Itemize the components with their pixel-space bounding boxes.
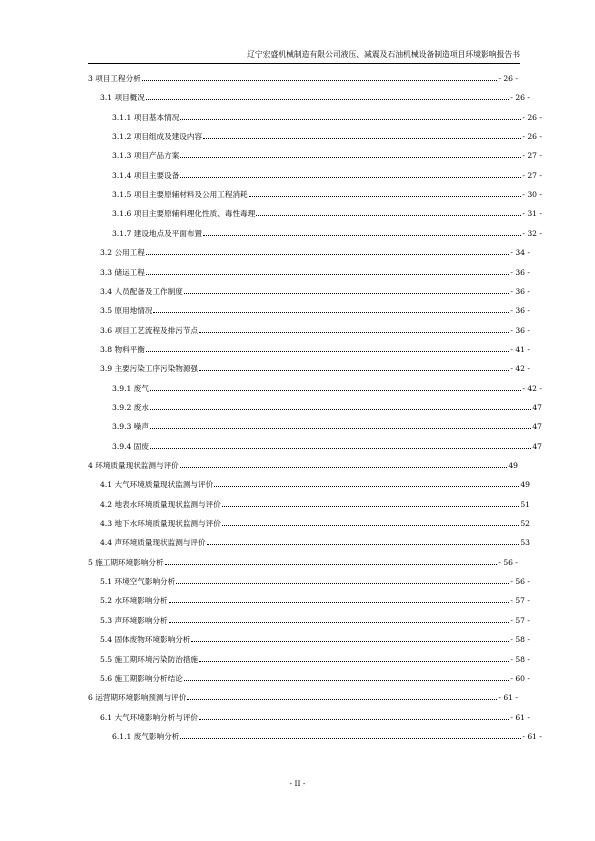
toc-entry-page: 49 bbox=[508, 461, 518, 470]
toc-entry-title: 5.5 施工期环境污染防治措施 bbox=[100, 654, 199, 664]
toc-dot-leader bbox=[150, 382, 521, 391]
toc-entry-page: - 58 - bbox=[510, 654, 530, 664]
toc-entry[interactable] bbox=[88, 536, 530, 550]
toc-entry-page: - 41 - bbox=[510, 344, 530, 354]
toc-entry-title: 3.5 原用地情况 bbox=[100, 306, 153, 316]
toc-entry[interactable] bbox=[88, 672, 530, 686]
toc-dot-leader bbox=[199, 362, 509, 371]
toc-entry-page: - 26 - bbox=[522, 112, 542, 122]
toc-entry-page: - 26 - bbox=[510, 93, 530, 103]
toc-dot-leader bbox=[169, 614, 510, 623]
toc-entry[interactable] bbox=[88, 246, 530, 260]
toc-dot-leader bbox=[199, 653, 509, 662]
toc-entry-title: 6.1 大气环境影响分析与评价 bbox=[100, 712, 199, 722]
toc-dot-leader bbox=[150, 440, 531, 449]
toc-entry-title: 5.6 施工期影响分析结论 bbox=[100, 673, 183, 683]
toc-dot-leader bbox=[142, 72, 498, 81]
toc-entry-page: - 42 - bbox=[510, 364, 530, 374]
toc-entry-page: 53 bbox=[520, 538, 530, 548]
toc-entry-page: - 31 - bbox=[522, 209, 542, 219]
toc-dot-leader bbox=[180, 149, 521, 158]
toc-entry-title: 5.4 固体废物环境影响分析 bbox=[100, 635, 191, 645]
toc-dot-leader bbox=[180, 730, 521, 739]
toc-entry[interactable] bbox=[88, 304, 530, 318]
toc-entry-title: 4.2 地表水环境质量现状监测与评价 bbox=[100, 499, 221, 509]
toc-entry-title: 3.1 项目概况 bbox=[100, 93, 145, 103]
toc-entry-page: - 36 - bbox=[510, 267, 530, 277]
toc-entry[interactable] bbox=[88, 517, 530, 531]
toc-entry[interactable] bbox=[88, 614, 530, 628]
toc-entry-title: 5 施工期环境影响分析 bbox=[88, 557, 164, 567]
toc-dot-leader bbox=[153, 304, 509, 313]
document-header: 辽宁宏盛机械制造有限公司液压、减震及石油机械设备制造项目环境影响报告书 bbox=[247, 50, 520, 59]
toc-entry[interactable] bbox=[88, 478, 530, 492]
toc-entry-page: 47 bbox=[532, 402, 542, 412]
toc-dot-leader bbox=[207, 536, 520, 545]
toc-entry[interactable] bbox=[88, 633, 530, 647]
toc-entry-title: 3.1.5 项目主要原辅材料及公用工程消耗 bbox=[112, 190, 248, 200]
toc-entry-page: 52 bbox=[520, 519, 530, 529]
toc-dot-leader bbox=[146, 91, 510, 100]
page-number: - II - bbox=[289, 779, 306, 788]
toc-entry[interactable] bbox=[88, 362, 530, 376]
toc-entry[interactable] bbox=[88, 653, 530, 667]
toc-entry-page: - 61 - bbox=[498, 693, 518, 703]
toc-entry[interactable] bbox=[88, 691, 518, 705]
toc-entry-title: 3.4 人员配备及工作制度 bbox=[100, 286, 183, 296]
toc-dot-leader bbox=[222, 517, 520, 526]
toc-entry-title: 4.4 声环境质量现状监测与评价 bbox=[100, 538, 206, 548]
toc-entry[interactable] bbox=[88, 130, 542, 144]
toc-dot-leader bbox=[199, 324, 509, 333]
toc-entry-title: 3.1.1 项目基本情况 bbox=[112, 112, 180, 122]
toc-dot-leader bbox=[180, 111, 521, 120]
toc-dot-leader bbox=[187, 691, 497, 700]
toc-entry[interactable] bbox=[88, 111, 542, 125]
toc-entry[interactable] bbox=[88, 285, 530, 299]
toc-entry-title: 3.1.6 项目主要原辅料理化性质、毒性毒理 bbox=[112, 209, 256, 219]
toc-entry-title: 3.1.3 项目产品方案 bbox=[112, 151, 180, 161]
toc-entry[interactable] bbox=[88, 459, 518, 473]
toc-entry[interactable] bbox=[88, 711, 530, 725]
toc-entry-title: 3.6 项目工艺流程及排污节点 bbox=[100, 325, 199, 335]
toc-entry-page: - 42 - bbox=[522, 383, 542, 393]
toc-entry-page: - 34 - bbox=[510, 248, 530, 258]
toc-entry[interactable] bbox=[88, 420, 542, 434]
toc-entry[interactable] bbox=[88, 498, 530, 512]
toc-entry-title: 3.8 物料平衡 bbox=[100, 344, 145, 354]
toc-entry-page: - 58 - bbox=[510, 635, 530, 645]
toc-entry-title: 4 环境质量现状监测与评价 bbox=[88, 461, 179, 470]
toc-entry[interactable] bbox=[88, 266, 530, 280]
toc-entry-page: - 36 - bbox=[510, 325, 530, 335]
toc-entry-title: 5.3 声环境影响分析 bbox=[100, 615, 168, 625]
header-rule bbox=[88, 63, 520, 64]
toc-entry-page: 51 bbox=[520, 499, 530, 509]
toc-entry-page: - 32 - bbox=[522, 228, 542, 238]
toc-entry[interactable] bbox=[88, 169, 542, 183]
toc-dot-leader bbox=[203, 227, 521, 236]
toc-entry-title: 3.9.4 固废 bbox=[112, 441, 149, 451]
toc-entry-title: 3.1.7 建设地点及平面布置 bbox=[112, 228, 203, 238]
toc-entry[interactable] bbox=[88, 730, 542, 744]
toc-dot-leader bbox=[150, 420, 531, 429]
toc-dot-leader bbox=[150, 401, 531, 410]
toc-entry-page: - 57 - bbox=[510, 596, 530, 606]
toc-entry-page: - 26 - bbox=[498, 74, 518, 83]
toc-dot-leader bbox=[176, 575, 509, 584]
toc-entry-title: 4.3 地下水环境质量现状监测与评价 bbox=[100, 519, 221, 529]
toc-entry[interactable] bbox=[88, 149, 542, 163]
toc-entry-page: - 27 - bbox=[522, 170, 542, 180]
toc-dot-leader bbox=[214, 478, 519, 487]
toc-dot-leader bbox=[180, 169, 521, 178]
toc-entry-page: - 36 - bbox=[510, 306, 530, 316]
toc-entry-title: 3.2 公用工程 bbox=[100, 248, 145, 258]
toc-entry-title: 3.1.2 项目组成及建设内容 bbox=[112, 132, 203, 142]
toc-entry-title: 6 运营期环境影响预测与评价 bbox=[88, 693, 187, 703]
toc-entry-page: - 61 - bbox=[522, 731, 542, 741]
toc-entry-title: 3.1.4 项目主要设备 bbox=[112, 170, 180, 180]
toc-entry[interactable] bbox=[88, 594, 530, 608]
toc-entry-page: - 61 - bbox=[510, 712, 530, 722]
toc-entry[interactable] bbox=[88, 343, 530, 357]
toc-dot-leader bbox=[146, 246, 510, 255]
toc-entry-page: 49 bbox=[520, 480, 530, 490]
toc-entry-page: - 30 - bbox=[522, 190, 542, 200]
toc-entry-title: 5.2 水环境影响分析 bbox=[100, 596, 168, 606]
toc-entry[interactable] bbox=[88, 575, 530, 589]
toc-entry-page: - 26 - bbox=[522, 132, 542, 142]
toc-entry-title: 3 项目工程分析 bbox=[88, 74, 141, 83]
toc-dot-leader bbox=[184, 285, 510, 294]
toc-entry[interactable] bbox=[88, 382, 542, 396]
toc-entry-title: 3.9.1 废气 bbox=[112, 383, 149, 393]
toc-entry-page: 47 bbox=[532, 422, 542, 432]
toc-entry-page: - 60 - bbox=[510, 673, 530, 683]
toc-entry[interactable] bbox=[88, 207, 542, 221]
toc-dot-leader bbox=[165, 556, 498, 565]
toc-dot-leader bbox=[146, 343, 510, 352]
toc-entry-title: 6.1.1 废气影响分析 bbox=[112, 731, 180, 741]
toc-dot-leader bbox=[222, 498, 520, 507]
toc-entry-page: - 36 - bbox=[510, 286, 530, 296]
toc-entry-title: 3.9.2 废水 bbox=[112, 402, 149, 412]
toc-dot-leader bbox=[199, 711, 509, 720]
toc-dot-leader bbox=[169, 594, 510, 603]
toc-entry-title: 5.1 环境空气影响分析 bbox=[100, 577, 176, 587]
toc-entry-page: - 27 - bbox=[522, 151, 542, 161]
toc-entry-title: 3.3 储运工程 bbox=[100, 267, 145, 277]
toc-entry-page: 47 bbox=[532, 441, 542, 451]
toc-dot-leader bbox=[191, 633, 509, 642]
toc-dot-leader bbox=[249, 188, 522, 197]
toc-entry[interactable] bbox=[88, 401, 542, 415]
toc-entry-page: - 56 - bbox=[510, 577, 530, 587]
toc-entry-title: 3.9.3 噪声 bbox=[112, 422, 149, 432]
toc-entry-page: - 56 - bbox=[498, 557, 518, 567]
toc-dot-leader bbox=[184, 672, 510, 681]
toc-entry[interactable] bbox=[88, 188, 542, 202]
toc-dot-leader bbox=[256, 207, 521, 216]
toc-entry[interactable] bbox=[88, 227, 542, 241]
toc-entry[interactable] bbox=[88, 72, 518, 86]
toc-dot-leader bbox=[146, 266, 510, 275]
toc-entry-title: 4.1 大气环境质量现状监测与评价 bbox=[100, 480, 214, 490]
toc-entry[interactable] bbox=[88, 91, 530, 105]
toc-entry-title: 3.9 主要污染工序污染物源强 bbox=[100, 364, 199, 374]
toc-entry[interactable] bbox=[88, 556, 518, 570]
toc-entry[interactable] bbox=[88, 324, 530, 338]
toc-dot-leader bbox=[180, 459, 508, 468]
toc-dot-leader bbox=[203, 130, 521, 139]
toc-entry-page: - 57 - bbox=[510, 615, 530, 625]
toc-entry[interactable] bbox=[88, 440, 542, 454]
